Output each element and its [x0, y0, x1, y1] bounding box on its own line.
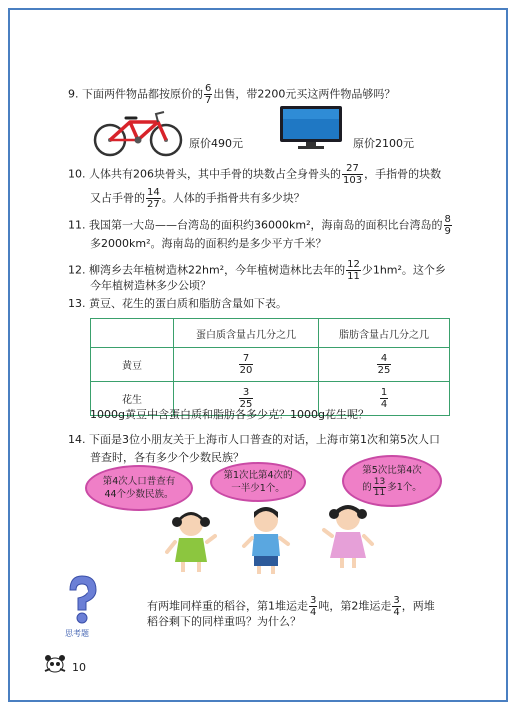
question-14-line1: 14. 下面是3位小朋友关于上海市人口普查的对话，上海市第1次和第5次人口 [68, 433, 440, 446]
question-11-line1: 11. 我国第一大岛——台湾岛的面积约36000km²，海南岛的面积比台湾岛的 $\frac{8}{9}$ [68, 214, 451, 237]
question-10-line2: 又占手骨的 $\frac{14}{27}$ 。人体的手指骨共有多少块？ [90, 187, 305, 210]
question-12-line2: 今年植树造林多少公顷？ [90, 279, 211, 292]
q10-fraction-2: $\frac{14}{27}$ [147, 187, 160, 210]
question-13: 13. 黄豆、花生的蛋白质和脂肪含量如下表。 [68, 297, 287, 310]
think-label: 思考题 [65, 629, 89, 638]
table-cell: $\frac{3}{25}$ [174, 382, 319, 416]
tv-image [278, 104, 344, 152]
panda-icon [42, 653, 68, 675]
q9-number: 9. [68, 87, 79, 101]
q11-fraction: $\frac{8}{9}$ [444, 214, 451, 237]
think-fraction-1: $\frac{3}{4}$ [310, 595, 317, 618]
think-fraction-2: $\frac{3}{4}$ [393, 595, 400, 618]
table-header-row [91, 319, 450, 348]
tv-price: 原价2100元 [353, 137, 414, 150]
speech-bubble-1: 第4次人口普查有 44个少数民族。 [85, 465, 193, 511]
bicycle-image [90, 108, 186, 158]
question-14-line2: 普查时，各有多少个少数民族？ [90, 451, 244, 464]
page-number: 10 [72, 661, 86, 674]
nutrition-table [90, 318, 450, 416]
question-9 [68, 83, 395, 106]
q12-fraction: $\frac{12}{11}$ [347, 259, 360, 282]
think-question-line1: 有两堆同样重的稻谷，第1堆运走 $\frac{3}{4}$ 吨，第2堆运走 $\frac{3}{4}$ ，两堆 [147, 595, 435, 618]
question-11-line2: 多2000km²。海南岛的面积约是多少平方千米？ [90, 237, 327, 250]
question-mark-icon [62, 574, 102, 630]
think-question-line2: 稻谷剩下的同样重吗？为什么？ [147, 615, 301, 628]
speech-bubble-2: 第1次比第4次的 一半少1个。 [210, 462, 306, 502]
q9-fraction: $\frac{6}{7}$ [205, 83, 212, 106]
table-header: 脂肪含量占几分之几 [319, 319, 450, 348]
boy-illustration [240, 504, 292, 576]
speech-bubble-3: 第5次比第4次 的 $\frac{13}{11}$ 多1个。 [342, 455, 442, 507]
question-13-sub: 1000g黄豆中含蛋白质和脂肪各多少克？1000g花生呢？ [90, 408, 369, 421]
table-row [91, 348, 450, 382]
q9-text-pre: 下面两件物品都按原价的 [82, 87, 203, 101]
table-cell: 黄豆 [91, 348, 174, 382]
bike-price: 原价490元 [189, 137, 243, 150]
q10-fraction-1: $\frac{27}{103}$ [343, 163, 363, 186]
question-10-line1: 10. 人体共有206块骨头，其中手骨的块数占全身骨头的 $\frac{27}{103}$ ，手指骨的块数 [68, 163, 442, 186]
question-12-line1: 12. 柳湾乡去年植树造林22hm²，今年植树造林比去年的 $\frac{12}{11}$ 少1hm²。这个乡 [68, 259, 446, 282]
table-header: 蛋白质含量占几分之几 [174, 319, 319, 348]
q9-text-post: 出售，带2200元买这两件物品够吗？ [213, 87, 396, 101]
table-cell: 花生 [91, 382, 174, 416]
table-cell: $\frac{7}{20}$ [174, 348, 319, 382]
girl-2-illustration [320, 500, 376, 572]
table-cell: $\frac{4}{25}$ [319, 348, 450, 382]
table-cell: $\frac{1}{4}$ [319, 382, 450, 416]
girl-1-illustration [165, 508, 217, 574]
